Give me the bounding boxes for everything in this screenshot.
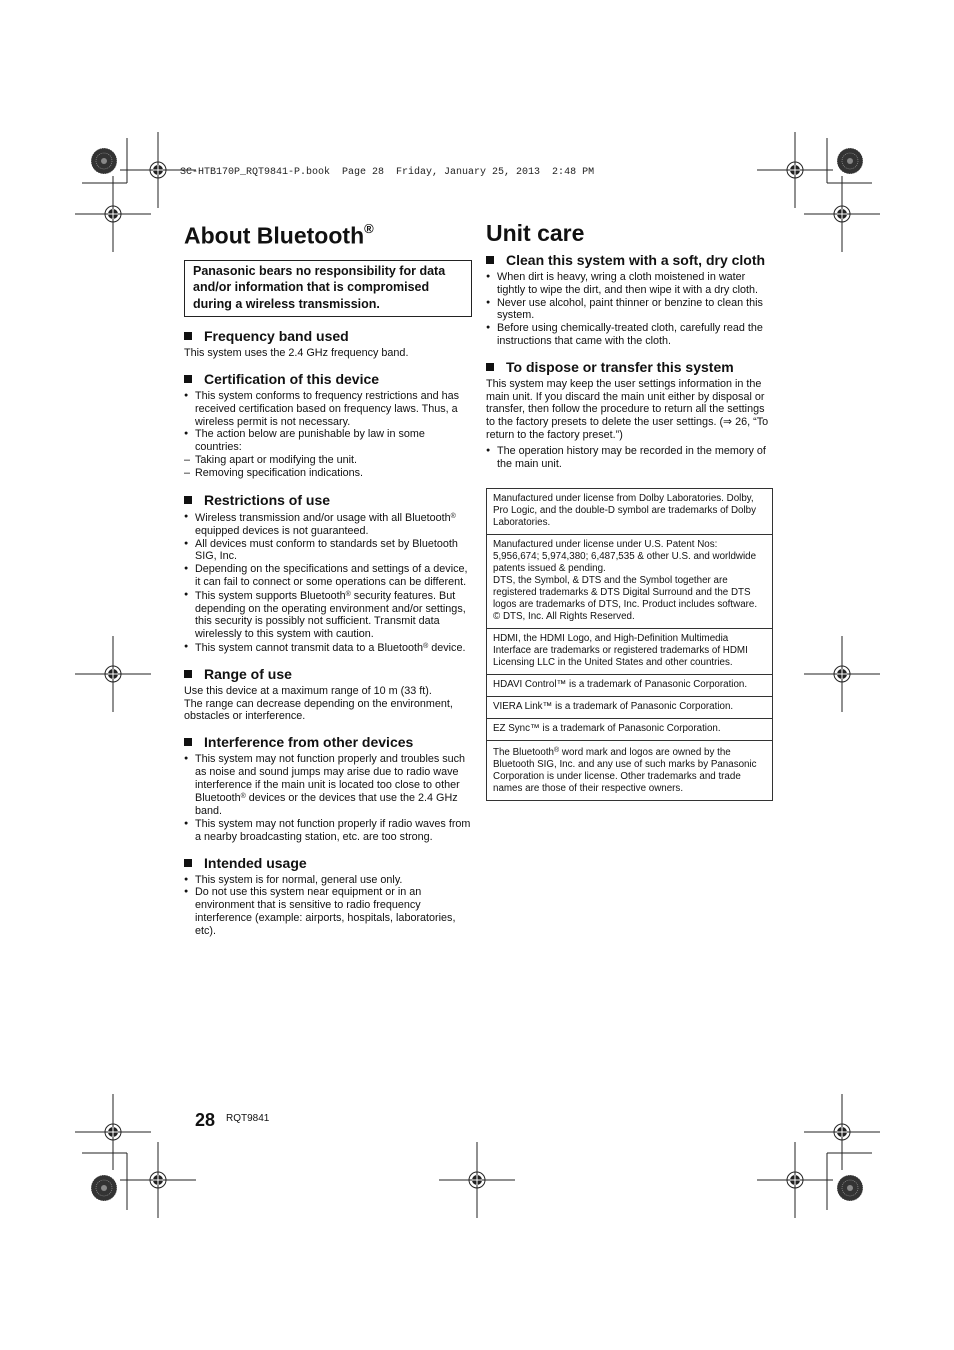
document-code: RQT9841 xyxy=(226,1113,270,1124)
license-table xyxy=(486,488,773,801)
responsibility-notice: Panasonic bears no responsibility for data and/or information that is compromised during a wireless transmission. xyxy=(184,260,472,318)
unit-care-column xyxy=(486,217,773,801)
license-dts: Manufactured under license under U.S. Patent Nos: 5,956,674; 5,974,380; 6,487,535 & other U.S. and worldwide patents issued & pending. DTS, the Symbol, & DTS and the Symbol together are registered trademarks & DTS Digital Surround and the DTS logos are trademarks of DTS, Inc. Product includes software. © DTS, Inc. All Rights Reserved. xyxy=(487,534,772,628)
list-item: ● Never use alcohol, paint thinner or benzine to clean this system. xyxy=(486,297,773,323)
range-text-2: The range can decrease depending on the environment, obstacles or interference. xyxy=(184,697,453,723)
license-viera: VIERA Link™ is a trademark of Panasonic Corporation. xyxy=(487,696,772,718)
range-title: Range of use xyxy=(184,665,472,683)
about-bluetooth-column xyxy=(184,213,472,938)
intended-section xyxy=(184,854,472,938)
book-info-line: SC-HTB170P_RQT9841-P.book Page 28 Friday, January 25, 2013 2:48 PM xyxy=(180,167,595,178)
range-section xyxy=(184,665,472,723)
certification-title: Certification of this device xyxy=(184,370,472,388)
frequency-section xyxy=(184,327,472,360)
list-item: ● This system may not function properly and troubles such as noise and sound jumps may arise due to radio wave interference if the main unit is located too close to other Bluetooth® devices or the devices that use the 2.4 GHz band. xyxy=(184,753,472,818)
unit-care-title: Unit care xyxy=(486,220,585,246)
list-item: ● This system cannot transmit data to a Bluetooth® device. xyxy=(184,641,472,655)
list-item: ● This system supports Bluetooth® security features. But depending on the operating environment and/or settings, this security is possibly not sufficient. Transmit data wirelessly to this system with caution. xyxy=(184,589,472,641)
about-bluetooth-title: About Bluetooth® xyxy=(184,221,374,249)
list-item: ● Wireless transmission and/or usage with all Bluetooth® equipped devices is not guaranteed. xyxy=(184,511,472,538)
list-item: ● This system may not function properly if radio waves from a nearby broadcasting station, etc. are too strong. xyxy=(184,818,472,844)
license-hdmi: HDMI, the HDMI Logo, and High-Definition Multimedia Interface are trademarks or registered trademarks of HDMI Licensing LLC in the United States and other countries. xyxy=(487,628,772,674)
license-hdavi: HDAVI Control™ is a trademark of Panasonic Corporation. xyxy=(487,674,772,696)
restrictions-section xyxy=(184,491,472,655)
license-ezsync: EZ Sync™ is a trademark of Panasonic Corporation. xyxy=(487,718,772,740)
list-item: ● The action below are punishable by law in some countries: xyxy=(184,428,472,454)
dispose-text: This system may keep the user settings information in the main unit. If you discard the main unit either by disposal or transfer, then follow the procedure to return all the settings to the factory presets to delete the user settings. (⇒ 26, “To return to the factory preset.”) xyxy=(486,377,769,441)
list-item: ● Depending on the specifications and settings of a device, it can fail to connect or some operations can be different. xyxy=(184,563,472,589)
intended-title: Intended usage xyxy=(184,854,472,872)
list-item: ● When dirt is heavy, wring a cloth moistened in water tightly to wipe the dirt, and then wipe it with a dry cloth. xyxy=(486,271,773,297)
frequency-title: Frequency band used xyxy=(184,327,472,345)
list-item: ● The operation history may be recorded in the memory of the main unit. xyxy=(486,445,773,471)
range-text-1: Use this device at a maximum range of 10 m (33 ft). xyxy=(184,684,432,697)
page-number: 28 xyxy=(195,1110,216,1130)
certification-section xyxy=(184,370,472,481)
list-item: ● Do not use this system near equipment or in an environment that is sensitive to radio frequency interference (example: airports, hospitals, laboratories, etc). xyxy=(184,886,472,937)
restrictions-title: Restrictions of use xyxy=(184,491,472,509)
list-item: ● This system is for normal, general use only. xyxy=(184,874,472,887)
interference-title: Interference from other devices xyxy=(184,733,472,751)
dash-item: – Removing specification indications. xyxy=(184,467,364,480)
license-bluetooth: The Bluetooth® word mark and logos are owned by the Bluetooth SIG, Inc. and any use of such marks by Panasonic Corporation is under license. Other trademarks and trade names are those of their respective owners. xyxy=(487,740,772,800)
list-item: ● Before using chemically-treated cloth, carefully read the instructions that came with the cloth. xyxy=(486,322,773,348)
list-item: ● All devices must conform to standards set by Bluetooth SIG, Inc. xyxy=(184,538,472,564)
list-item: ● This system conforms to frequency restrictions and has received certification based on frequency laws. Thus, a wireless permit is not necessary. xyxy=(184,390,472,428)
license-dolby: Manufactured under license from Dolby Laboratories. Dolby, Pro Logic, and the double-D symbol are trademarks of Dolby Laboratories. xyxy=(493,493,757,529)
dispose-title: To dispose or transfer this system xyxy=(486,358,773,376)
frequency-text: This system uses the 2.4 GHz frequency band. xyxy=(184,347,409,360)
dispose-section xyxy=(486,358,773,471)
clean-title: Clean this system with a soft, dry cloth xyxy=(486,251,773,269)
interference-section xyxy=(184,733,472,844)
dash-item: – Taking apart or modifying the unit. xyxy=(184,453,358,466)
clean-section xyxy=(486,251,773,348)
